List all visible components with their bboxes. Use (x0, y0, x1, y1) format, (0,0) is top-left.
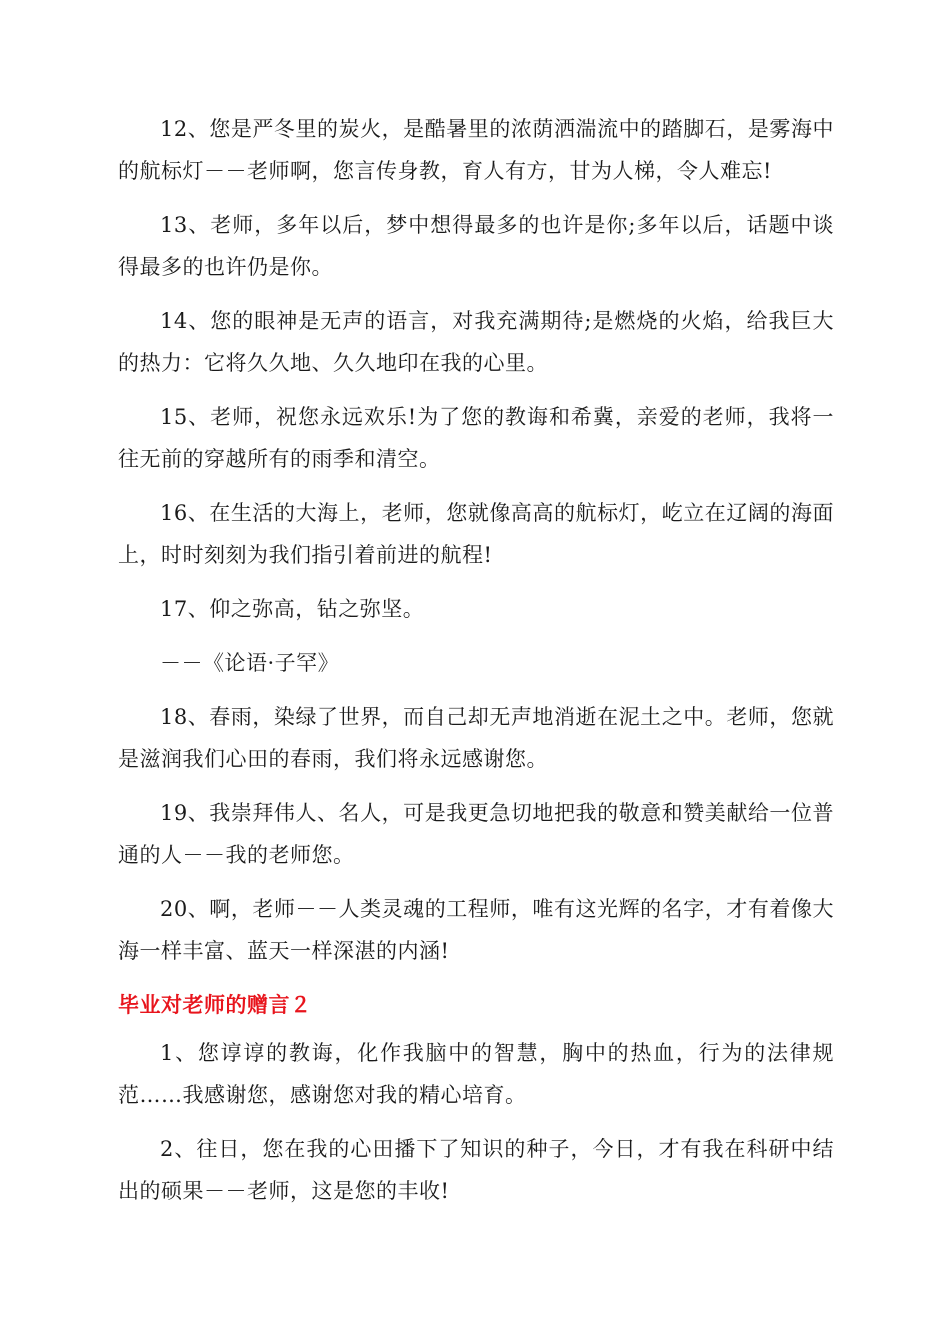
paragraph-19: 19、我崇拜伟人、名人，可是我更急切地把我的敬意和赞美献给一位普通的人－－我的老师您。 (118, 801, 834, 867)
paragraph-15: 15、老师，祝您永远欢乐!为了您的教诲和希冀，亲爱的老师，我将一往无前的穿越所有的雨季和清空。 (118, 405, 834, 471)
quote-source: －－《论语·子罕》 (160, 651, 340, 675)
paragraph-s2-1: 1、您谆谆的教诲，化作我脑中的智慧，胸中的热血，行为的法律规范……我感谢您，感谢您对我的精心培育。 (118, 1041, 834, 1107)
paragraph-16: 16、在生活的大海上，老师，您就像高高的航标灯，屹立在辽阔的海面上，时时刻刻为我们指引着前进的航程! (118, 501, 834, 567)
paragraph-s2-2: 2、往日，您在我的心田播下了知识的种子，今日，才有我在科研中结出的硕果－－老师，这是您的丰收! (118, 1137, 834, 1203)
paragraph-17: 17、仰之弥高，钻之弥坚。 (160, 597, 425, 621)
document-body (118, 108, 834, 1224)
paragraph-12: 12、您是严冬里的炭火，是酷暑里的浓荫洒湍流中的踏脚石，是雾海中的航标灯－－老师啊，您言传身教，育人有方，甘为人梯，令人难忘! (118, 117, 834, 183)
paragraph-20: 20、啊，老师－－人类灵魂的工程师，唯有这光辉的名字，才有着像大海一样丰富、蓝天一样深湛的内涵! (118, 897, 834, 963)
section-heading: 毕业对老师的赠言２ (118, 993, 312, 1017)
paragraph-18: 18、春雨，染绿了世界，而自己却无声地消逝在泥土之中。老师，您就是滋润我们心田的春雨，我们将永远感谢您。 (118, 705, 834, 771)
paragraph-13: 13、老师，多年以后，梦中想得最多的也许是你;多年以后，话题中谈得最多的也许仍是你。 (118, 213, 834, 279)
paragraph-14: 14、您的眼神是无声的语言，对我充满期待;是燃烧的火焰，给我巨大的热力：它将久久地、久久地印在我的心里。 (118, 309, 834, 375)
